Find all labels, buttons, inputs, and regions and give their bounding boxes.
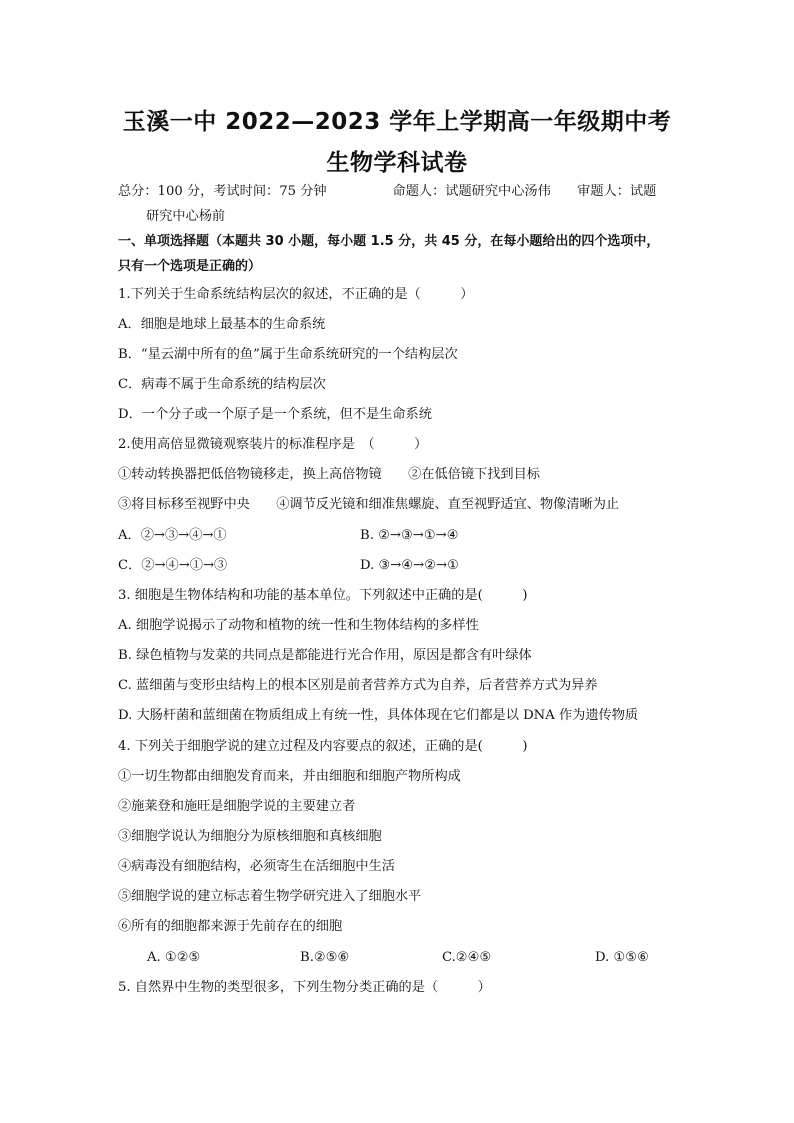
question-4-option-c: C.②④⑤ <box>442 950 492 965</box>
question-1-stem: 1.下列关于生命系统结构层次的叙述，不正确的是（ ） <box>118 287 474 302</box>
question-2-option-d: D. ③→④→②→① <box>360 558 459 573</box>
question-5-stem: 5. 自然界中生物的类型很多，下列生物分类正确的是（ ） <box>118 980 491 995</box>
question-2-steps: ①转动转换器把低倍物镜移走，换上高倍物镜 ②在低倍镜下找到目标 <box>118 467 540 482</box>
section-heading: 一、单项选择题（本题共 30 小题，每小题 1.5 分，共 45 分，在每小题给出的四个选项中， <box>118 234 660 249</box>
question-4-statement: ①一切生物都由细胞发育而来，并由细胞和细胞产物所构成 <box>118 769 461 784</box>
question-3-option-a: A. 细胞学说揭示了动物和植物的统一性和生物体结构的多样性 <box>118 618 479 633</box>
question-3-stem: 3. 细胞是生物体结构和功能的基本单位。下列叙述中正确的是( ) <box>118 588 528 603</box>
question-2-steps-continued: ③将目标移至视野中央 ④调节反光镜和细准焦螺旋、直至视野适宜、物像清晰为止 <box>118 497 620 512</box>
question-2-option-c: C．②→④→①→③ <box>118 558 228 573</box>
exam-title: 玉溪一中 2022—2023 学年上学期高一年级期中考 <box>122 109 672 135</box>
question-4-statement: ⑤细胞学说的建立标志着生物学研究进入了细胞水平 <box>118 889 422 904</box>
exam-meta-line-continued: 研究中心杨前 <box>146 209 226 224</box>
question-2-option-b: B. ②→③→①→④ <box>360 528 459 543</box>
question-3-option-b: B. 绿色植物与发菜的共同点是都能进行光合作用，原因是都含有叶绿体 <box>118 648 532 663</box>
question-4-statement: ④病毒没有细胞结构，必须寄生在活细胞中生活 <box>118 859 395 874</box>
question-4-statement: ②施莱登和施旺是细胞学说的主要建立者 <box>118 799 356 814</box>
question-4-option-b: B.②⑤⑥ <box>300 950 350 965</box>
exam-subtitle: 生物学科试卷 <box>326 150 468 176</box>
question-1-option-c: C．病毒不属于生命系统的结构层次 <box>118 377 326 392</box>
question-1-option-a: A．细胞是地球上最基本的生命系统 <box>118 317 326 332</box>
question-4-statement: ③细胞学说认为细胞分为原核细胞和真核细胞 <box>118 829 382 844</box>
question-2-option-a: A．②→③→④→① <box>118 528 227 543</box>
question-2-stem: 2.使用高倍显微镜观察装片的标准程序是 （ ） <box>118 437 428 452</box>
question-3-option-c: C. 蓝细菌与变形虫结构上的根本区别是前者营养方式为自养，后者营养方式为异养 <box>118 678 598 693</box>
question-1-option-b: B．“星云湖中所有的鱼”属于生命系统研究的一个结构层次 <box>118 347 458 362</box>
question-4-option-d: D. ①⑤⑥ <box>595 950 649 965</box>
section-heading-continued: 只有一个选项是正确的） <box>118 259 262 274</box>
question-1-option-d: D．一个分子或一个原子是一个系统，但不是生命系统 <box>118 407 432 422</box>
exam-meta-line: 总分：100 分，考试时间：75 分钟 命题人：试题研究中心汤伟 审题人：试题 <box>118 184 657 199</box>
question-4-stem: 4. 下列关于细胞学说的建立过程及内容要点的叙述，正确的是( ) <box>118 739 528 754</box>
question-4-option-a: A. ①②⑤ <box>147 950 201 965</box>
question-3-option-d: D. 大肠杆菌和蓝细菌在物质组成上有统一性，具体体现在它们都是以 DNA 作为遗传物质 <box>118 708 639 723</box>
question-4-statement: ⑥所有的细胞都来源于先前存在的细胞 <box>118 919 343 934</box>
